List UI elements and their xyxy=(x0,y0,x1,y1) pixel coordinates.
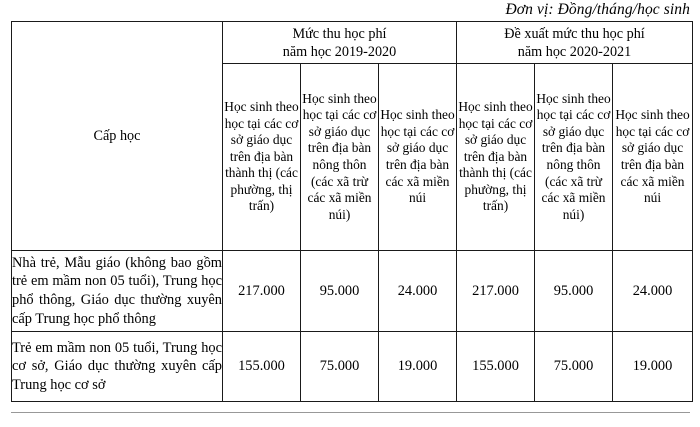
cell-level-name: Trẻ em mầm non 05 tuổi, Trung học cơ sở, Giáo dục thường xuyên cấp Trung học cơ sở xyxy=(12,332,223,402)
cell-level-name: Nhà trẻ, Mẫu giáo (không bao gồm trẻ em mầm non 05 tuổi), Trung học phổ thông, Giáo dục thường xuyên cấp Trung học phổ thông xyxy=(12,251,223,332)
column-header-level: Cấp học xyxy=(12,22,223,251)
column-header-2020-rural: Học sinh theo học tại các cơ sở giáo dục trên địa bàn nông thôn (các xã trừ các xã miền núi) xyxy=(535,64,613,251)
page-bottom-rule xyxy=(11,412,690,413)
cell-fee-value: 19.000 xyxy=(613,332,693,402)
cell-fee-value: 217.000 xyxy=(223,251,301,332)
cell-fee-value: 24.000 xyxy=(613,251,693,332)
group-header-2019-line1: Mức thu học phí xyxy=(292,25,387,42)
column-header-2019-rural: Học sinh theo học tại các cơ sở giáo dục trên địa bàn nông thôn (các xã trừ các xã miền núi) xyxy=(301,64,379,251)
cell-fee-value: 155.000 xyxy=(223,332,301,402)
cell-fee-value: 95.000 xyxy=(535,251,613,332)
column-group-header-2019-2020 xyxy=(223,22,457,64)
group-header-2020-line1: Đề xuất mức thu học phí xyxy=(504,25,645,42)
table-row xyxy=(12,332,693,402)
cell-fee-value: 75.000 xyxy=(301,332,379,402)
fee-table-container xyxy=(11,21,690,402)
group-header-2020-line2: năm học 2020-2021 xyxy=(517,43,632,60)
unit-caption: Đơn vị: Đồng/tháng/học sinh xyxy=(505,1,690,18)
tuition-fee-table xyxy=(11,21,693,402)
cell-fee-value: 75.000 xyxy=(535,332,613,402)
table-row xyxy=(12,251,693,332)
table-body xyxy=(12,251,693,402)
table-head xyxy=(12,22,693,251)
column-header-2020-mountain: Học sinh theo học tại các cơ sở giáo dục trên địa bàn các xã miền núi xyxy=(613,64,693,251)
column-header-2020-urban: Học sinh theo học tại các cơ sở giáo dục trên địa bàn thành thị (các phường, thị trấn) xyxy=(457,64,535,251)
cell-fee-value: 19.000 xyxy=(379,332,457,402)
cell-fee-value: 95.000 xyxy=(301,251,379,332)
cell-fee-value: 217.000 xyxy=(457,251,535,332)
column-header-2019-mountain: Học sinh theo học tại các cơ sở giáo dục trên địa bàn các xã miền núi xyxy=(379,64,457,251)
column-group-header-2020-2021 xyxy=(457,22,693,64)
group-header-2019-line2: năm học 2019-2020 xyxy=(282,43,397,60)
cell-fee-value: 155.000 xyxy=(457,332,535,402)
table-header-row-groups xyxy=(12,22,693,64)
column-header-2019-urban: Học sinh theo học tại các cơ sở giáo dục trên địa bàn thành thị (các phường, thị trấn) xyxy=(223,64,301,251)
cell-fee-value: 24.000 xyxy=(379,251,457,332)
